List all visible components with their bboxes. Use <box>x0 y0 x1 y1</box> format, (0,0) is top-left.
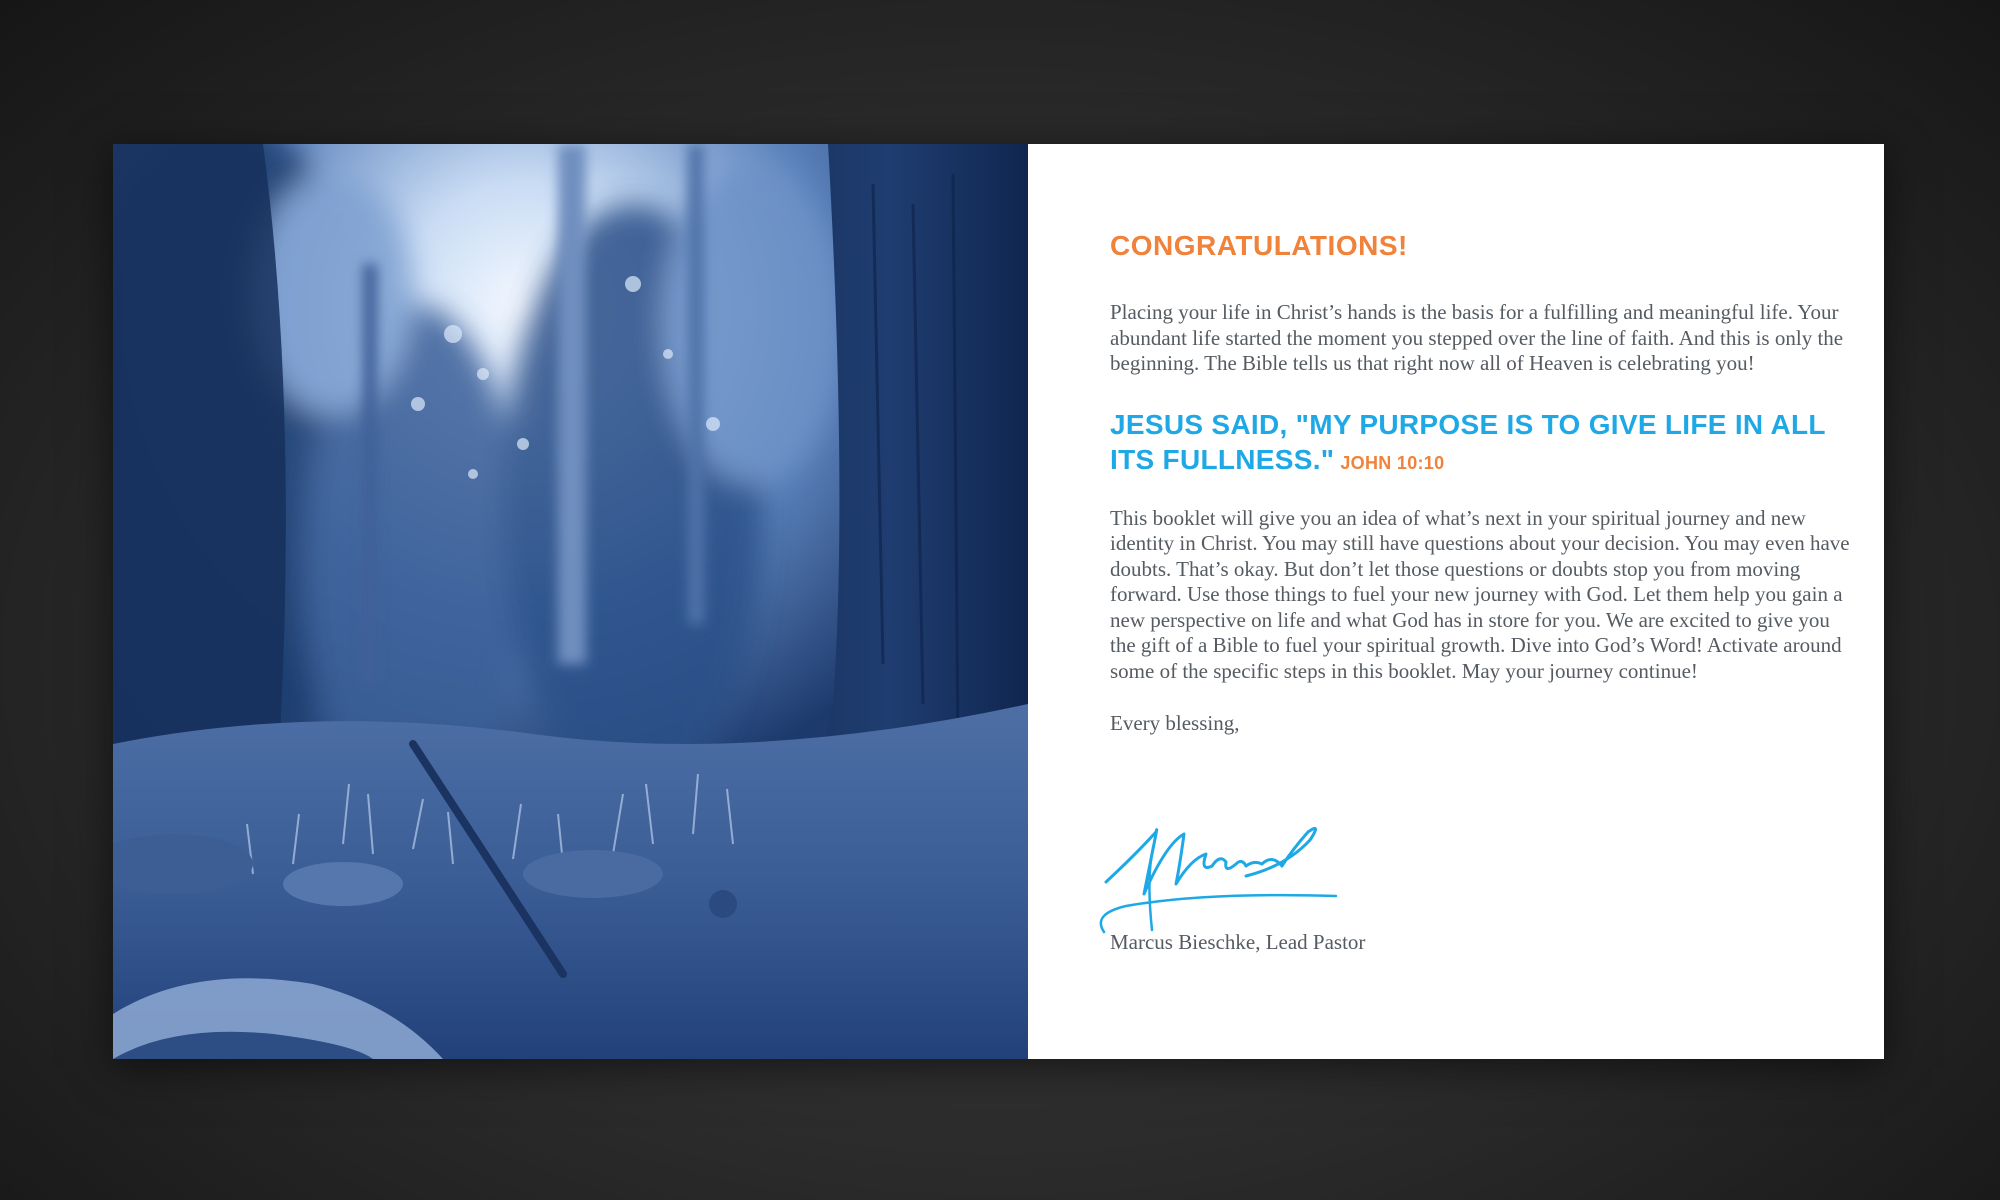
signature <box>1096 814 1356 934</box>
scripture-quote <box>1110 407 1855 481</box>
page-title: CONGRATULATIONS! <box>1110 230 1408 261</box>
quote-reference: JOHN 10:10 <box>1340 452 1445 473</box>
closing-line: Every blessing, <box>1110 711 1240 735</box>
letter-content <box>1110 230 1855 736</box>
letter-page <box>1028 144 1884 1059</box>
body-paragraph: This booklet will give you an idea of what’s next in your spiritual journey and new identity in Christ. You may still have questions about your decision. You may even have doubts. That’s okay. But don’t let those questions or doubts stop you from moving forward. Use those things to fuel your new journey with God. Let them help you gain a new perspective on life and what God has in store for you. We are excited to give you the gift of a Bible to fuel your spiritual growth. Dive into God’s Word! Activate around some of the specific steps in this booklet. May your journey continue! <box>1110 505 1850 683</box>
quote-text: JESUS SAID, "MY PURPOSE IS TO GIVE LIFE IN ALL ITS FULLNESS." <box>1110 408 1826 475</box>
signer-name: Marcus Bieschke, Lead Pastor <box>1110 930 1366 954</box>
forest-photo <box>113 144 1028 1059</box>
forest-photo-illustration <box>113 144 1028 1059</box>
intro-paragraph: Placing your life in Christ’s hands is the basis for a fulfilling and meaningful life. Your abundant life started the moment you stepped over the line of faith. And this is only the beginning. The Bible tells us that right now all of Heaven is celebrating you! <box>1110 300 1844 375</box>
booklet-spread <box>113 144 1884 1059</box>
